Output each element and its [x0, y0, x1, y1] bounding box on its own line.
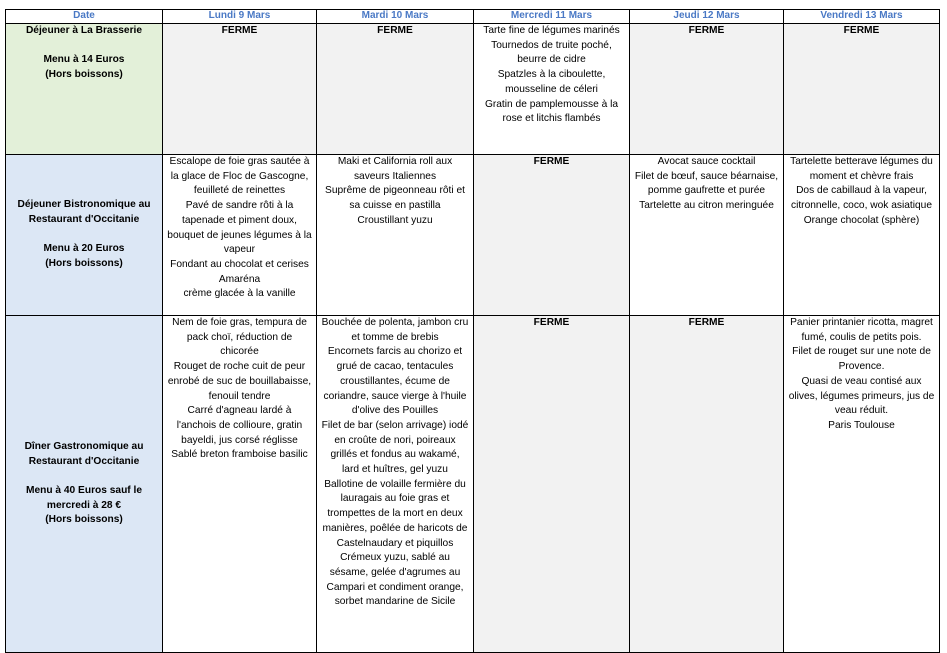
dish: Orange chocolat (sphère) [803, 214, 920, 226]
dish: Panier printanier ricotta, magret fumé, coulis de petits pois. [790, 317, 933, 343]
label-line: Dîner Gastronomique au Restaurant d'Occitanie [24, 440, 144, 467]
header-date: Date [6, 10, 163, 24]
row-label-brasserie [6, 24, 163, 155]
cell-brasserie-mercredi [474, 24, 630, 155]
closed-label: FERME [688, 317, 725, 328]
cell-brasserie-vendredi [784, 24, 940, 155]
label-line: (Hors boissons) [45, 514, 123, 526]
dish: Filet de rouget sur une note de Provence. [792, 346, 931, 373]
dish: Tartelette au citron meringuée [639, 200, 774, 212]
dish: Avocat sauce cocktail [657, 156, 756, 167]
dish: Suprême de pigeonneau rôti et sa cuisse en pastilla [325, 185, 465, 212]
dish: Tartelette betterave légumes du moment et chèvre frais [790, 156, 933, 182]
cell-bistro-mardi [317, 155, 474, 316]
cell-bistro-mercredi [474, 155, 630, 316]
dish: Carré d'agneau lardé à l'anchois de collioure, gratin bayeldi, jus corsé réglisse [176, 405, 303, 446]
row-label-bistronomique [6, 155, 163, 316]
label-line: Déjeuner à La Brasserie [25, 25, 143, 36]
header-day-jeudi: Jeudi 12 Mars [630, 10, 784, 24]
cell-brasserie-mardi [317, 24, 474, 155]
cell-bistro-jeudi [630, 155, 784, 316]
dish: Croustillant yuzu [357, 214, 433, 226]
dish: Escalope de foie gras sautée à la glace de Floc de Gascogne, feuilleté de reinettes [169, 156, 310, 197]
header-row [6, 10, 940, 24]
label-line: Menu à 40 Euros sauf le mercredi à 28 € [25, 484, 143, 511]
row-label-gastronomique [6, 316, 163, 653]
label-line: (Hors boissons) [45, 258, 123, 270]
weekly-menu-table [5, 9, 940, 653]
row-brasserie [6, 24, 940, 155]
cell-brasserie-jeudi [630, 24, 784, 155]
header-day-vendredi: Vendredi 13 Mars [784, 10, 940, 24]
dish: Filet de bar (selon arrivage) iodé en croûte de nori, poireaux grillés et fondus au wakamé, lard et huîtres, gel yuzu [321, 419, 469, 476]
row-bistronomique [6, 155, 940, 316]
cell-gastro-lundi [163, 316, 317, 653]
header-day-mardi: Mardi 10 Mars [317, 10, 474, 24]
dish: Tarte fine de légumes marinés [483, 25, 620, 36]
header-day-lundi: Lundi 9 Mars [163, 10, 317, 24]
dish: crème glacée à la vanille [183, 288, 296, 300]
label-line: Menu à 14 Euros [43, 54, 125, 66]
cell-gastro-vendredi [784, 316, 940, 653]
label-line: (Hors boissons) [45, 69, 123, 81]
closed-label: FERME [533, 317, 570, 328]
dish: Crémeux yuzu, sablé au sésame, gelée d'agrumes au Campari et condiment orange, sorbet mandarine de Sicile [326, 552, 464, 608]
dish: Spatzles à la ciboulette, mousseline de céleri [497, 69, 606, 95]
dish: Quasi de veau contisé aux olives, légumes primeurs, jus de veau réduit. [788, 375, 935, 417]
closed-label: FERME [221, 25, 258, 36]
closed-label: FERME [533, 156, 570, 167]
closed-label: FERME [843, 25, 880, 36]
row-gastronomique [6, 316, 940, 653]
label-line: Menu à 20 Euros [43, 243, 125, 255]
dish: Filet de bœuf, sauce béarnaise, pomme gaufrette et purée [634, 170, 779, 197]
label-line: Déjeuner Bistronomique au Restaurant d'Occitanie [17, 199, 151, 225]
cell-gastro-jeudi [630, 316, 784, 653]
dish: Gratin de pamplemousse à la rose et litchis flambés [484, 98, 619, 125]
dish: Bouchée de polenta, jambon cru et tomme de brebis [321, 317, 469, 343]
dish: Rouget de roche cuit de peur enrobé de suc de bouillabaisse, fenouil tendre [167, 361, 312, 402]
cell-brasserie-lundi [163, 24, 317, 155]
dish: Ballotine de volaille fermière du lauragais au foie gras et trompettes de la mort en deux manières, poêlée de haricots de Castelnaudary et piquillos [322, 478, 468, 549]
cell-gastro-mercredi [474, 316, 630, 653]
dish: Encornets farcis au chorizo et grué de cacao, tentacules croustillantes, écume de coriandre, sauce vierge à l'huile d'olive des Pouilles [323, 346, 467, 417]
dish: Sablé breton framboise basilic [171, 449, 308, 461]
dish: Maki et California roll aux saveurs Italiennes [337, 156, 453, 182]
header-day-mercredi: Mercredi 11 Mars [474, 10, 630, 24]
dish: Tournedos de truite poché, beurre de cidre [491, 39, 612, 66]
cell-bistro-lundi [163, 155, 317, 316]
dish: Dos de cabillaud à la vapeur, citronnelle, coco, wok asiatique [790, 185, 932, 212]
dish: Fondant au chocolat et cerises Amaréna [170, 258, 309, 285]
dish: Paris Toulouse [828, 419, 895, 431]
dish: Nem de foie gras, tempura de pack choï, réduction de chicorée [172, 317, 307, 358]
closed-label: FERME [377, 25, 413, 36]
cell-gastro-mardi [317, 316, 474, 653]
dish: Pavé de sandre rôti à la tapenade et piment doux, bouquet de jeunes légumes à la vapeur [167, 200, 312, 256]
cell-bistro-vendredi [784, 155, 940, 316]
closed-label: FERME [688, 25, 725, 36]
